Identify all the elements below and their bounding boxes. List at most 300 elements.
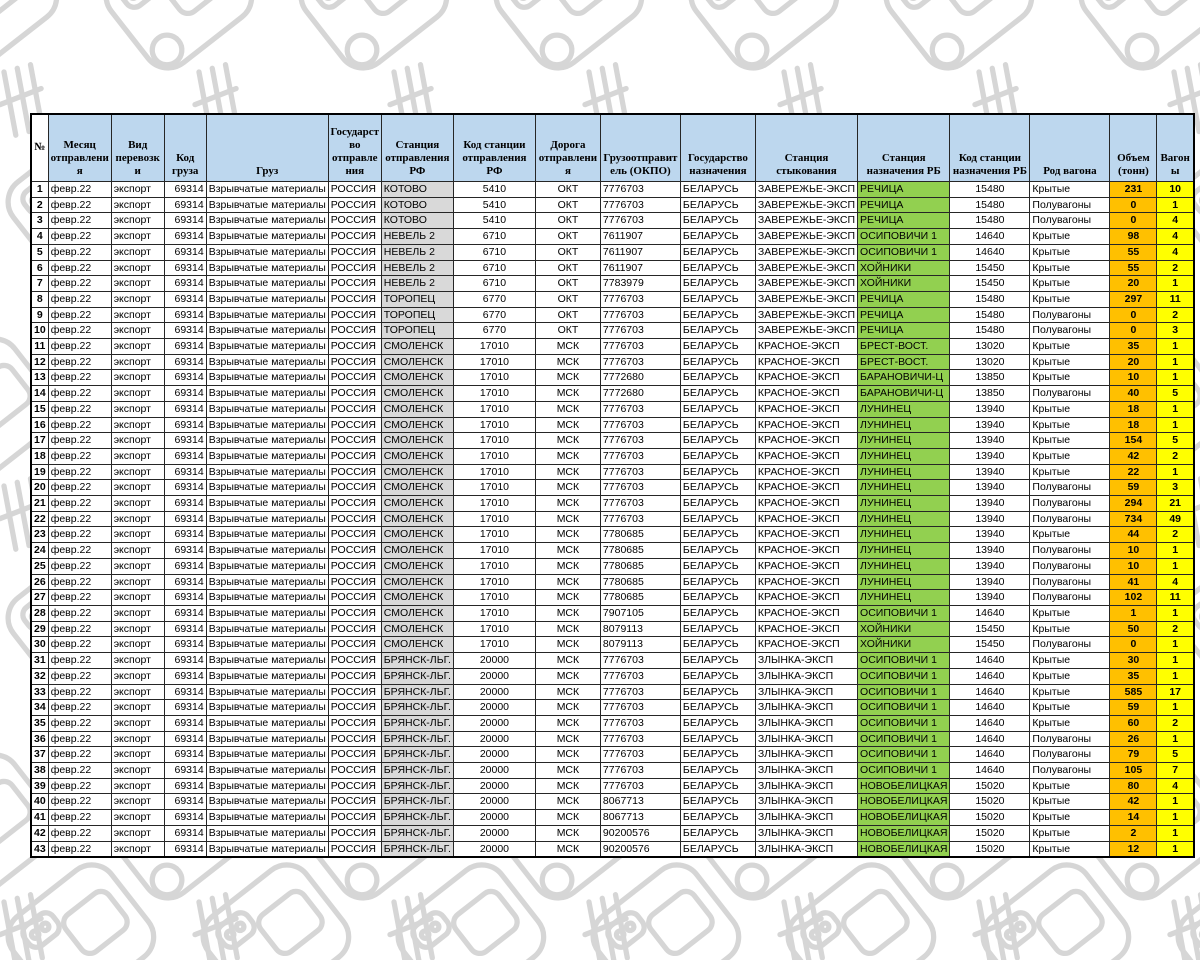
cell-dest-station[interactable]: ОСИПОВИЧИ 1 <box>858 715 950 731</box>
cell-origin-station[interactable]: СМОЛЕНСК <box>381 401 453 417</box>
cell-cargo[interactable]: Взрывчатые материалы <box>206 637 328 653</box>
column-header-dest-station-code[interactable]: Код станции назначения РБ <box>950 114 1030 182</box>
cell-dest-station-code[interactable]: 13940 <box>950 527 1030 543</box>
cell-month[interactable]: февр.22 <box>48 182 111 198</box>
cell-road[interactable]: МСК <box>535 825 600 841</box>
cell-junction[interactable]: КРАСНОЕ-ЭКСП <box>755 605 857 621</box>
column-header-month[interactable]: Месяц отправления <box>48 114 111 182</box>
cell-dest-station[interactable]: НОВОБЕЛИЦКАЯ <box>858 778 950 794</box>
cell-num[interactable]: 31 <box>31 653 48 669</box>
cell-road[interactable]: МСК <box>535 370 600 386</box>
cell-month[interactable]: февр.22 <box>48 417 111 433</box>
cell-junction[interactable]: КРАСНОЕ-ЭКСП <box>755 433 857 449</box>
cell-shipper[interactable]: 7907105 <box>600 605 680 621</box>
cell-num[interactable]: 18 <box>31 448 48 464</box>
cell-origin-station-code[interactable]: 20000 <box>453 653 535 669</box>
cell-dest-country[interactable]: БЕЛАРУСЬ <box>680 637 755 653</box>
cell-dest-station[interactable]: ОСИПОВИЧИ 1 <box>858 668 950 684</box>
cell-month[interactable]: февр.22 <box>48 370 111 386</box>
cell-month[interactable]: февр.22 <box>48 197 111 213</box>
cell-origin-country[interactable]: РОССИЯ <box>328 401 381 417</box>
cell-wagons[interactable]: 1 <box>1157 464 1194 480</box>
cell-origin-country[interactable]: РОССИЯ <box>328 668 381 684</box>
cell-dest-station[interactable]: БРЕСТ-ВОСТ. <box>858 354 950 370</box>
cell-origin-country[interactable]: РОССИЯ <box>328 653 381 669</box>
cell-wagons[interactable]: 1 <box>1157 354 1194 370</box>
cell-origin-station-code[interactable]: 17010 <box>453 433 535 449</box>
cell-wagons[interactable]: 5 <box>1157 433 1194 449</box>
cell-dest-country[interactable]: БЕЛАРУСЬ <box>680 841 755 857</box>
cell-wagons[interactable]: 2 <box>1157 448 1194 464</box>
cell-dest-country[interactable]: БЕЛАРУСЬ <box>680 276 755 292</box>
cell-volume[interactable]: 18 <box>1110 401 1157 417</box>
cell-origin-station[interactable]: БРЯНСК-ЛЬГ. <box>381 825 453 841</box>
cell-origin-station-code[interactable]: 17010 <box>453 386 535 402</box>
cell-origin-station[interactable]: СМОЛЕНСК <box>381 590 453 606</box>
cell-wagon-type[interactable]: Крытые <box>1030 401 1110 417</box>
cell-volume[interactable]: 30 <box>1110 653 1157 669</box>
cell-origin-country[interactable]: РОССИЯ <box>328 260 381 276</box>
cell-road[interactable]: МСК <box>535 637 600 653</box>
cell-shipper[interactable]: 7776703 <box>600 464 680 480</box>
freight-table[interactable] <box>30 113 1195 858</box>
cell-cargo[interactable]: Взрывчатые материалы <box>206 480 328 496</box>
cell-junction[interactable]: ЗЛЫНКА-ЭКСП <box>755 825 857 841</box>
cell-origin-station[interactable]: СМОЛЕНСК <box>381 386 453 402</box>
cell-wagon-type[interactable]: Крытые <box>1030 700 1110 716</box>
cell-origin-station-code[interactable]: 5410 <box>453 197 535 213</box>
cell-junction[interactable]: КРАСНОЕ-ЭКСП <box>755 527 857 543</box>
cell-junction[interactable]: КРАСНОЕ-ЭКСП <box>755 543 857 559</box>
cell-origin-station[interactable]: БРЯНСК-ЛЬГ. <box>381 684 453 700</box>
cell-origin-country[interactable]: РОССИЯ <box>328 731 381 747</box>
cell-junction[interactable]: ЗЛЫНКА-ЭКСП <box>755 778 857 794</box>
cell-dest-station[interactable]: ХОЙНИКИ <box>858 260 950 276</box>
cell-num[interactable]: 41 <box>31 810 48 826</box>
cell-wagons[interactable]: 4 <box>1157 244 1194 260</box>
cell-origin-station-code[interactable]: 17010 <box>453 370 535 386</box>
cell-cargo[interactable]: Взрывчатые материалы <box>206 653 328 669</box>
cell-dest-station-code[interactable]: 14640 <box>950 244 1030 260</box>
cell-dest-country[interactable]: БЕЛАРУСЬ <box>680 448 755 464</box>
cell-cargo[interactable]: Взрывчатые материалы <box>206 197 328 213</box>
cell-cargo-code[interactable]: 69314 <box>164 841 206 857</box>
cell-dest-station[interactable]: РЕЧИЦА <box>858 323 950 339</box>
cell-origin-station[interactable]: СМОЛЕНСК <box>381 464 453 480</box>
cell-dest-station[interactable]: ЛУНИНЕЦ <box>858 480 950 496</box>
cell-origin-station-code[interactable]: 17010 <box>453 543 535 559</box>
cell-volume[interactable]: 60 <box>1110 715 1157 731</box>
cell-origin-station[interactable]: СМОЛЕНСК <box>381 621 453 637</box>
cell-num[interactable]: 12 <box>31 354 48 370</box>
cell-dest-station[interactable]: ОСИПОВИЧИ 1 <box>858 229 950 245</box>
cell-transport[interactable]: экспорт <box>111 825 164 841</box>
cell-junction[interactable]: ЗАВЕРЕЖЬЕ-ЭКСП <box>755 244 857 260</box>
cell-wagons[interactable]: 17 <box>1157 684 1194 700</box>
cell-cargo[interactable]: Взрывчатые материалы <box>206 323 328 339</box>
cell-origin-station-code[interactable]: 17010 <box>453 354 535 370</box>
cell-origin-country[interactable]: РОССИЯ <box>328 276 381 292</box>
cell-volume[interactable]: 26 <box>1110 731 1157 747</box>
cell-dest-station[interactable]: ЛУНИНЕЦ <box>858 527 950 543</box>
cell-month[interactable]: февр.22 <box>48 323 111 339</box>
column-header-origin-station-code[interactable]: Код станции отправления РФ <box>453 114 535 182</box>
cell-road[interactable]: МСК <box>535 715 600 731</box>
cell-origin-country[interactable]: РОССИЯ <box>328 213 381 229</box>
cell-junction[interactable]: КРАСНОЕ-ЭКСП <box>755 480 857 496</box>
cell-origin-station[interactable]: КОТОВО <box>381 182 453 198</box>
cell-num[interactable]: 30 <box>31 637 48 653</box>
cell-wagons[interactable]: 2 <box>1157 527 1194 543</box>
column-header-transport[interactable]: Вид перевозки <box>111 114 164 182</box>
cell-cargo[interactable]: Взрывчатые материалы <box>206 386 328 402</box>
cell-origin-country[interactable]: РОССИЯ <box>328 684 381 700</box>
cell-junction[interactable]: ЗАВЕРЕЖЬЕ-ЭКСП <box>755 323 857 339</box>
cell-num[interactable]: 9 <box>31 307 48 323</box>
cell-cargo-code[interactable]: 69314 <box>164 558 206 574</box>
cell-origin-station-code[interactable]: 17010 <box>453 590 535 606</box>
cell-origin-station-code[interactable]: 5410 <box>453 213 535 229</box>
cell-wagon-type[interactable]: Полувагоны <box>1030 763 1110 779</box>
cell-cargo-code[interactable]: 69314 <box>164 810 206 826</box>
cell-wagons[interactable]: 10 <box>1157 182 1194 198</box>
cell-origin-station-code[interactable]: 6710 <box>453 229 535 245</box>
cell-wagons[interactable]: 3 <box>1157 323 1194 339</box>
cell-month[interactable]: февр.22 <box>48 637 111 653</box>
cell-road[interactable]: МСК <box>535 574 600 590</box>
cell-volume[interactable]: 41 <box>1110 574 1157 590</box>
cell-road[interactable]: МСК <box>535 668 600 684</box>
cell-volume[interactable]: 42 <box>1110 794 1157 810</box>
cell-origin-country[interactable]: РОССИЯ <box>328 496 381 512</box>
cell-shipper[interactable]: 7776703 <box>600 433 680 449</box>
cell-cargo-code[interactable]: 69314 <box>164 653 206 669</box>
cell-transport[interactable]: экспорт <box>111 700 164 716</box>
cell-origin-country[interactable]: РОССИЯ <box>328 763 381 779</box>
cell-volume[interactable]: 0 <box>1110 307 1157 323</box>
cell-road[interactable]: МСК <box>535 448 600 464</box>
cell-origin-country[interactable]: РОССИЯ <box>328 370 381 386</box>
cell-road[interactable]: МСК <box>535 543 600 559</box>
cell-shipper[interactable]: 7776703 <box>600 417 680 433</box>
cell-transport[interactable]: экспорт <box>111 480 164 496</box>
cell-origin-station[interactable]: БРЯНСК-ЛЬГ. <box>381 778 453 794</box>
cell-dest-station-code[interactable]: 14640 <box>950 229 1030 245</box>
cell-origin-station-code[interactable]: 20000 <box>453 684 535 700</box>
cell-junction[interactable]: ЗАВЕРЕЖЬЕ-ЭКСП <box>755 197 857 213</box>
cell-shipper[interactable]: 7611907 <box>600 244 680 260</box>
cell-junction[interactable]: ЗЛЫНКА-ЭКСП <box>755 715 857 731</box>
cell-origin-country[interactable]: РОССИЯ <box>328 464 381 480</box>
cell-road[interactable]: МСК <box>535 653 600 669</box>
cell-cargo[interactable]: Взрывчатые материалы <box>206 558 328 574</box>
cell-month[interactable]: февр.22 <box>48 825 111 841</box>
cell-origin-station-code[interactable]: 20000 <box>453 841 535 857</box>
cell-origin-country[interactable]: РОССИЯ <box>328 637 381 653</box>
cell-cargo[interactable]: Взрывчатые материалы <box>206 574 328 590</box>
cell-origin-station-code[interactable]: 20000 <box>453 825 535 841</box>
cell-wagons[interactable]: 1 <box>1157 558 1194 574</box>
cell-origin-country[interactable]: РОССИЯ <box>328 778 381 794</box>
cell-cargo[interactable]: Взрывчатые материалы <box>206 433 328 449</box>
cell-volume[interactable]: 80 <box>1110 778 1157 794</box>
cell-transport[interactable]: экспорт <box>111 511 164 527</box>
cell-origin-country[interactable]: РОССИЯ <box>328 794 381 810</box>
cell-wagon-type[interactable]: Крытые <box>1030 810 1110 826</box>
cell-cargo-code[interactable]: 69314 <box>164 543 206 559</box>
cell-origin-station[interactable]: БРЯНСК-ЛЬГ. <box>381 700 453 716</box>
cell-month[interactable]: февр.22 <box>48 747 111 763</box>
cell-dest-station[interactable]: ЛУНИНЕЦ <box>858 401 950 417</box>
cell-road[interactable]: МСК <box>535 433 600 449</box>
column-header-cargo[interactable]: Груз <box>206 114 328 182</box>
column-header-cargo-code[interactable]: Код груза <box>164 114 206 182</box>
cell-cargo[interactable]: Взрывчатые материалы <box>206 763 328 779</box>
cell-cargo-code[interactable]: 69314 <box>164 339 206 355</box>
cell-dest-station-code[interactable]: 15450 <box>950 260 1030 276</box>
column-header-road[interactable]: Дорога отправления <box>535 114 600 182</box>
cell-dest-station[interactable]: РЕЧИЦА <box>858 197 950 213</box>
cell-origin-station-code[interactable]: 17010 <box>453 480 535 496</box>
cell-dest-station-code[interactable]: 14640 <box>950 763 1030 779</box>
cell-dest-country[interactable]: БЕЛАРУСЬ <box>680 339 755 355</box>
cell-shipper[interactable]: 7776703 <box>600 480 680 496</box>
cell-origin-station-code[interactable]: 6710 <box>453 260 535 276</box>
cell-dest-station-code[interactable]: 14640 <box>950 700 1030 716</box>
cell-dest-station[interactable]: ЛУНИНЕЦ <box>858 511 950 527</box>
cell-road[interactable]: МСК <box>535 605 600 621</box>
cell-junction[interactable]: КРАСНОЕ-ЭКСП <box>755 590 857 606</box>
cell-volume[interactable]: 585 <box>1110 684 1157 700</box>
cell-shipper[interactable]: 7776703 <box>600 668 680 684</box>
cell-wagons[interactable]: 2 <box>1157 715 1194 731</box>
cell-month[interactable]: февр.22 <box>48 731 111 747</box>
cell-volume[interactable]: 0 <box>1110 637 1157 653</box>
cell-wagon-type[interactable]: Полувагоны <box>1030 637 1110 653</box>
cell-origin-station[interactable]: БРЯНСК-ЛЬГ. <box>381 763 453 779</box>
cell-transport[interactable]: экспорт <box>111 590 164 606</box>
cell-origin-station[interactable]: СМОЛЕНСК <box>381 496 453 512</box>
column-header-dest-station[interactable]: Станция назначения РБ <box>858 114 950 182</box>
cell-wagon-type[interactable]: Крытые <box>1030 182 1110 198</box>
column-header-num[interactable]: № <box>31 114 48 182</box>
cell-origin-country[interactable]: РОССИЯ <box>328 291 381 307</box>
cell-num[interactable]: 34 <box>31 700 48 716</box>
cell-cargo[interactable]: Взрывчатые материалы <box>206 370 328 386</box>
cell-month[interactable]: февр.22 <box>48 213 111 229</box>
cell-cargo[interactable]: Взрывчатые материалы <box>206 511 328 527</box>
cell-volume[interactable]: 297 <box>1110 291 1157 307</box>
cell-volume[interactable]: 1 <box>1110 605 1157 621</box>
cell-wagons[interactable]: 1 <box>1157 605 1194 621</box>
cell-origin-country[interactable]: РОССИЯ <box>328 244 381 260</box>
cell-volume[interactable]: 42 <box>1110 448 1157 464</box>
cell-transport[interactable]: экспорт <box>111 810 164 826</box>
cell-dest-station-code[interactable]: 13940 <box>950 480 1030 496</box>
column-header-volume[interactable]: Объем (тонн) <box>1110 114 1157 182</box>
cell-wagons[interactable]: 1 <box>1157 339 1194 355</box>
cell-wagon-type[interactable]: Крытые <box>1030 260 1110 276</box>
cell-dest-country[interactable]: БЕЛАРУСЬ <box>680 668 755 684</box>
cell-wagon-type[interactable]: Полувагоны <box>1030 197 1110 213</box>
cell-cargo-code[interactable]: 69314 <box>164 244 206 260</box>
cell-road[interactable]: МСК <box>535 841 600 857</box>
cell-cargo[interactable]: Взрывчатые материалы <box>206 213 328 229</box>
cell-shipper[interactable]: 7780685 <box>600 558 680 574</box>
cell-origin-station[interactable]: КОТОВО <box>381 213 453 229</box>
cell-origin-station-code[interactable]: 17010 <box>453 464 535 480</box>
cell-wagon-type[interactable]: Полувагоны <box>1030 307 1110 323</box>
cell-wagons[interactable]: 1 <box>1157 197 1194 213</box>
cell-cargo-code[interactable]: 69314 <box>164 778 206 794</box>
cell-dest-country[interactable]: БЕЛАРУСЬ <box>680 715 755 731</box>
cell-origin-station[interactable]: БРЯНСК-ЛЬГ. <box>381 747 453 763</box>
cell-month[interactable]: февр.22 <box>48 496 111 512</box>
cell-dest-country[interactable]: БЕЛАРУСЬ <box>680 417 755 433</box>
cell-month[interactable]: февр.22 <box>48 276 111 292</box>
cell-dest-country[interactable]: БЕЛАРУСЬ <box>680 747 755 763</box>
cell-dest-country[interactable]: БЕЛАРУСЬ <box>680 370 755 386</box>
cell-shipper[interactable]: 8079113 <box>600 637 680 653</box>
cell-origin-station-code[interactable]: 17010 <box>453 637 535 653</box>
cell-dest-country[interactable]: БЕЛАРУСЬ <box>680 433 755 449</box>
cell-shipper[interactable]: 7776703 <box>600 323 680 339</box>
cell-cargo[interactable]: Взрывчатые материалы <box>206 182 328 198</box>
cell-origin-station[interactable]: СМОЛЕНСК <box>381 527 453 543</box>
cell-road[interactable]: ОКТ <box>535 213 600 229</box>
cell-road[interactable]: МСК <box>535 684 600 700</box>
cell-volume[interactable]: 79 <box>1110 747 1157 763</box>
cell-num[interactable]: 38 <box>31 763 48 779</box>
cell-shipper[interactable]: 7776703 <box>600 339 680 355</box>
cell-cargo-code[interactable]: 69314 <box>164 229 206 245</box>
column-header-junction[interactable]: Станция стыкования <box>755 114 857 182</box>
cell-shipper[interactable]: 8079113 <box>600 621 680 637</box>
cell-dest-country[interactable]: БЕЛАРУСЬ <box>680 511 755 527</box>
cell-num[interactable]: 40 <box>31 794 48 810</box>
cell-transport[interactable]: экспорт <box>111 778 164 794</box>
cell-road[interactable]: МСК <box>535 480 600 496</box>
cell-transport[interactable]: экспорт <box>111 621 164 637</box>
cell-dest-country[interactable]: БЕЛАРУСЬ <box>680 605 755 621</box>
cell-road[interactable]: МСК <box>535 621 600 637</box>
cell-month[interactable]: февр.22 <box>48 684 111 700</box>
cell-volume[interactable]: 50 <box>1110 621 1157 637</box>
cell-num[interactable]: 19 <box>31 464 48 480</box>
cell-cargo-code[interactable]: 69314 <box>164 684 206 700</box>
cell-origin-station-code[interactable]: 17010 <box>453 511 535 527</box>
cell-origin-station[interactable]: СМОЛЕНСК <box>381 605 453 621</box>
cell-road[interactable]: МСК <box>535 386 600 402</box>
cell-transport[interactable]: экспорт <box>111 417 164 433</box>
cell-dest-country[interactable]: БЕЛАРУСЬ <box>680 401 755 417</box>
cell-road[interactable]: МСК <box>535 417 600 433</box>
cell-origin-station[interactable]: НЕВЕЛЬ 2 <box>381 229 453 245</box>
cell-junction[interactable]: КРАСНОЕ-ЭКСП <box>755 386 857 402</box>
cell-wagon-type[interactable]: Полувагоны <box>1030 558 1110 574</box>
cell-shipper[interactable]: 7776703 <box>600 496 680 512</box>
cell-wagons[interactable]: 1 <box>1157 825 1194 841</box>
cell-cargo[interactable]: Взрывчатые материалы <box>206 229 328 245</box>
cell-wagons[interactable]: 1 <box>1157 700 1194 716</box>
cell-cargo-code[interactable]: 69314 <box>164 605 206 621</box>
cell-dest-station[interactable]: ОСИПОВИЧИ 1 <box>858 684 950 700</box>
cell-wagon-type[interactable]: Крытые <box>1030 621 1110 637</box>
cell-junction[interactable]: КРАСНОЕ-ЭКСП <box>755 496 857 512</box>
cell-junction[interactable]: ЗЛЫНКА-ЭКСП <box>755 700 857 716</box>
cell-origin-station[interactable]: ТОРОПЕЦ <box>381 323 453 339</box>
cell-cargo-code[interactable]: 69314 <box>164 731 206 747</box>
cell-shipper[interactable]: 7780685 <box>600 527 680 543</box>
cell-origin-station-code[interactable]: 20000 <box>453 794 535 810</box>
cell-dest-station-code[interactable]: 13850 <box>950 386 1030 402</box>
cell-dest-station-code[interactable]: 15480 <box>950 213 1030 229</box>
cell-wagons[interactable]: 1 <box>1157 417 1194 433</box>
cell-origin-station-code[interactable]: 6770 <box>453 323 535 339</box>
cell-cargo-code[interactable]: 69314 <box>164 825 206 841</box>
cell-road[interactable]: МСК <box>535 794 600 810</box>
cell-origin-station[interactable]: БРЯНСК-ЛЬГ. <box>381 715 453 731</box>
cell-shipper[interactable]: 7776703 <box>600 182 680 198</box>
cell-month[interactable]: февр.22 <box>48 386 111 402</box>
cell-volume[interactable]: 105 <box>1110 763 1157 779</box>
cell-junction[interactable]: КРАСНОЕ-ЭКСП <box>755 370 857 386</box>
cell-junction[interactable]: ЗЛЫНКА-ЭКСП <box>755 841 857 857</box>
cell-origin-station-code[interactable]: 17010 <box>453 574 535 590</box>
cell-junction[interactable]: ЗАВЕРЕЖЬЕ-ЭКСП <box>755 276 857 292</box>
cell-dest-station[interactable]: ХОЙНИКИ <box>858 276 950 292</box>
cell-origin-station[interactable]: СМОЛЕНСК <box>381 417 453 433</box>
cell-dest-station[interactable]: ЛУНИНЕЦ <box>858 574 950 590</box>
cell-dest-country[interactable]: БЕЛАРУСЬ <box>680 480 755 496</box>
cell-origin-station-code[interactable]: 17010 <box>453 621 535 637</box>
cell-origin-station-code[interactable]: 17010 <box>453 448 535 464</box>
cell-wagon-type[interactable]: Крытые <box>1030 668 1110 684</box>
cell-origin-station-code[interactable]: 6710 <box>453 244 535 260</box>
cell-origin-country[interactable]: РОССИЯ <box>328 511 381 527</box>
cell-transport[interactable]: экспорт <box>111 731 164 747</box>
cell-month[interactable]: февр.22 <box>48 810 111 826</box>
cell-volume[interactable]: 55 <box>1110 260 1157 276</box>
cell-road[interactable]: МСК <box>535 401 600 417</box>
cell-transport[interactable]: экспорт <box>111 401 164 417</box>
cell-cargo[interactable]: Взрывчатые материалы <box>206 621 328 637</box>
cell-month[interactable]: февр.22 <box>48 621 111 637</box>
column-header-shipper[interactable]: Грузоотправитель (ОКПО) <box>600 114 680 182</box>
cell-cargo-code[interactable]: 69314 <box>164 213 206 229</box>
cell-volume[interactable]: 12 <box>1110 841 1157 857</box>
cell-volume[interactable]: 98 <box>1110 229 1157 245</box>
cell-dest-country[interactable]: БЕЛАРУСЬ <box>680 731 755 747</box>
cell-origin-station-code[interactable]: 17010 <box>453 339 535 355</box>
cell-cargo-code[interactable]: 69314 <box>164 590 206 606</box>
cell-transport[interactable]: экспорт <box>111 653 164 669</box>
cell-month[interactable]: февр.22 <box>48 574 111 590</box>
cell-wagon-type[interactable]: Крытые <box>1030 417 1110 433</box>
cell-wagon-type[interactable]: Крытые <box>1030 354 1110 370</box>
cell-road[interactable]: МСК <box>535 496 600 512</box>
cell-transport[interactable]: экспорт <box>111 244 164 260</box>
cell-cargo-code[interactable]: 69314 <box>164 401 206 417</box>
cell-dest-station-code[interactable]: 13940 <box>950 417 1030 433</box>
cell-origin-country[interactable]: РОССИЯ <box>328 480 381 496</box>
cell-wagons[interactable]: 1 <box>1157 810 1194 826</box>
cell-dest-station-code[interactable]: 13940 <box>950 448 1030 464</box>
cell-dest-country[interactable]: БЕЛАРУСЬ <box>680 354 755 370</box>
column-header-dest-country[interactable]: Государство назначения <box>680 114 755 182</box>
cell-wagons[interactable]: 2 <box>1157 307 1194 323</box>
cell-dest-station-code[interactable]: 15020 <box>950 825 1030 841</box>
